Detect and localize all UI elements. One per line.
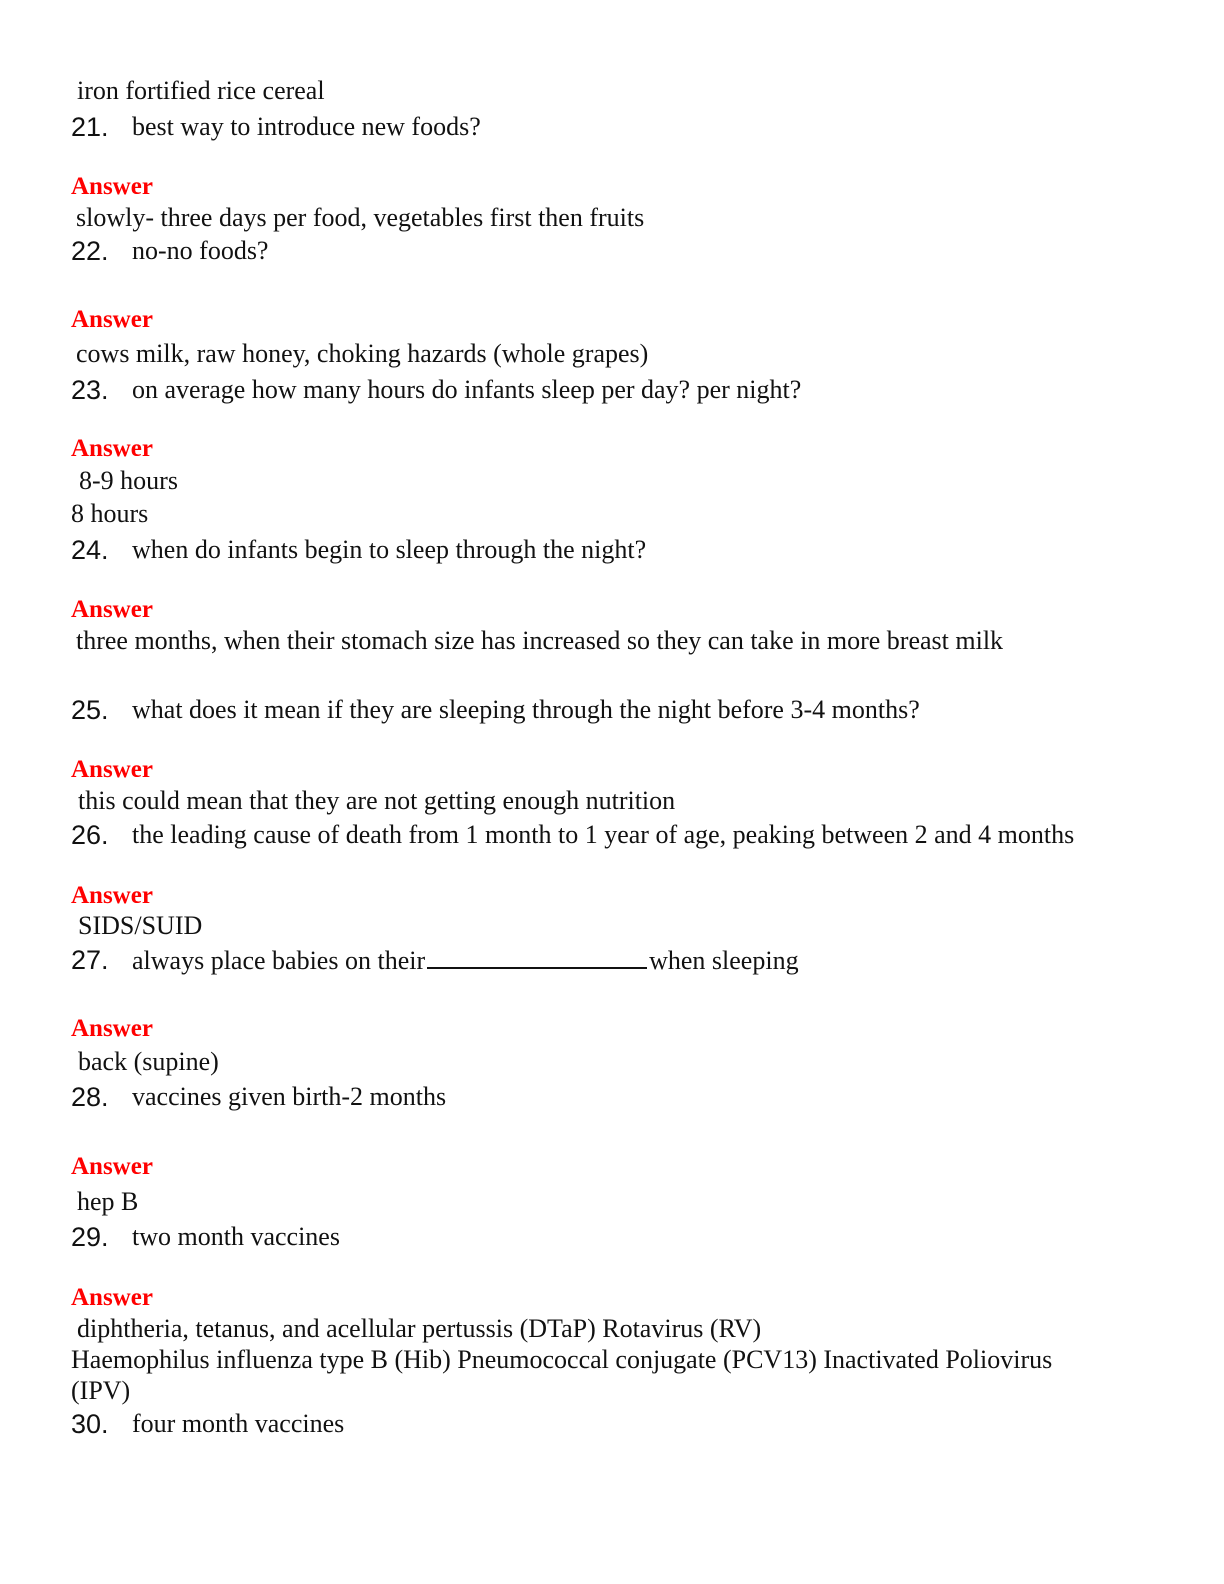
question-number: 26. [71, 820, 109, 850]
question-number: 24. [71, 535, 109, 565]
answer-label: Answer [71, 173, 153, 200]
answer-text: this could mean that they are not getting enough nutrition [78, 786, 676, 815]
question-text-before-blank: always place babies on their [132, 946, 426, 975]
question-text: on average how many hours do infants sleep per day? per night? [132, 375, 802, 404]
question-text: the leading cause of death from 1 month to 1 year of age, peaking between 2 and 4 months [132, 820, 1075, 849]
question-text-after-blank: when sleeping [649, 946, 799, 975]
question-number: 28. [71, 1082, 109, 1112]
answer-text: (IPV) [71, 1376, 131, 1405]
question-text [132, 945, 799, 976]
answer-label: Answer [71, 1015, 153, 1042]
answer-label: Answer [71, 435, 153, 462]
answer-label: Answer [71, 882, 153, 909]
question-text: best way to introduce new foods? [132, 112, 481, 141]
question-text: no-no foods? [132, 236, 269, 265]
answer-text: 8 hours [71, 499, 149, 528]
question-text: four month vaccines [132, 1409, 345, 1438]
answer-text: iron fortified rice cereal [77, 76, 325, 105]
question-number: 25. [71, 695, 109, 725]
question-number: 23. [71, 375, 109, 405]
answer-text: 8-9 hours [79, 466, 178, 495]
answer-text: SIDS/SUID [78, 911, 203, 940]
answer-label: Answer [71, 1284, 153, 1311]
answer-text: slowly- three days per food, vegetables first then fruits [76, 203, 645, 232]
answer-label: Answer [71, 596, 153, 623]
answer-text: Haemophilus influenza type B (Hib) Pneumococcal conjugate (PCV13) Inactivated Poliovirus [71, 1345, 1053, 1374]
fill-in-blank-line [427, 945, 647, 969]
question-text: what does it mean if they are sleeping through the night before 3-4 months? [132, 695, 920, 724]
question-number: 21. [71, 112, 109, 142]
answer-text: hep B [77, 1187, 139, 1216]
question-text: when do infants begin to sleep through the night? [132, 535, 647, 564]
question-number: 29. [71, 1222, 109, 1252]
answer-text: three months, when their stomach size has increased so they can take in more breast milk [76, 626, 1004, 655]
answer-label: Answer [71, 306, 153, 333]
question-number: 22. [71, 236, 109, 266]
answer-text: cows milk, raw honey, choking hazards (whole grapes) [76, 339, 649, 368]
answer-text: diphtheria, tetanus, and acellular pertussis (DTaP) Rotavirus (RV) [77, 1314, 762, 1343]
answer-label: Answer [71, 1153, 153, 1180]
question-number: 30. [71, 1409, 109, 1439]
answer-label: Answer [71, 756, 153, 783]
question-number: 27. [71, 945, 109, 975]
question-text: two month vaccines [132, 1222, 340, 1251]
answer-text: back (supine) [78, 1047, 219, 1076]
question-text: vaccines given birth-2 months [132, 1082, 447, 1111]
